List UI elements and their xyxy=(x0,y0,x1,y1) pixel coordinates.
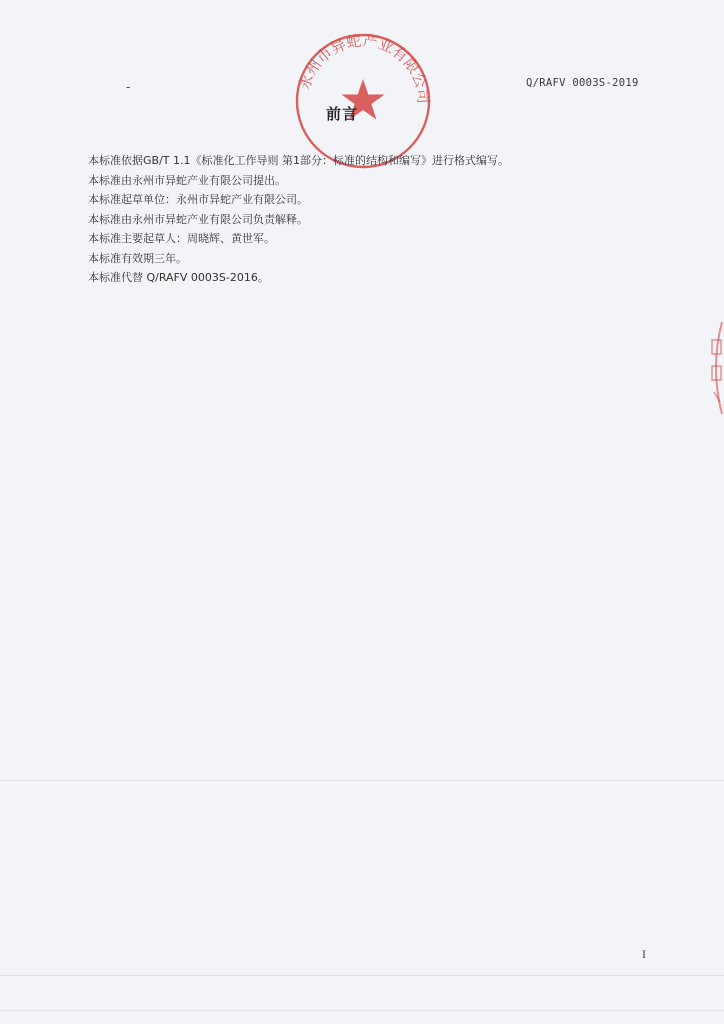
scan-artifact-line xyxy=(0,1010,724,1011)
edge-seal-fragment xyxy=(706,318,724,418)
body-line: 本标准由永州市异蛇产业有限公司提出。 xyxy=(88,173,286,187)
body-line: 本标准有效期三年。 xyxy=(88,251,187,265)
body-line: 本标准依据GB/T 1.1《标准化工作导则 第1部分：标准的结构和编写》进行格式编写。 xyxy=(88,154,509,167)
body-line: 本标准由永州市异蛇产业有限公司负责解释。 xyxy=(88,212,308,226)
foreword-body xyxy=(88,151,509,288)
body-line: 本标准代替 Q/RAFV 0003S-2016。 xyxy=(88,271,269,284)
page-number: I xyxy=(642,947,646,961)
scan-artifact-line xyxy=(0,780,724,781)
scan-artifact-line xyxy=(0,975,724,976)
document-code: Q/RAFV 0003S-2019 xyxy=(526,77,639,89)
page-title: 前言 xyxy=(326,105,359,123)
header-dash: - xyxy=(126,80,131,94)
body-line: 本标准主要起草人：周晓辉、黄世军。 xyxy=(88,232,275,245)
body-line: 本标准起草单位：永州市异蛇产业有限公司。 xyxy=(88,193,308,206)
seal-ring-text: 永州市异蛇产业有限公司 xyxy=(295,31,433,105)
